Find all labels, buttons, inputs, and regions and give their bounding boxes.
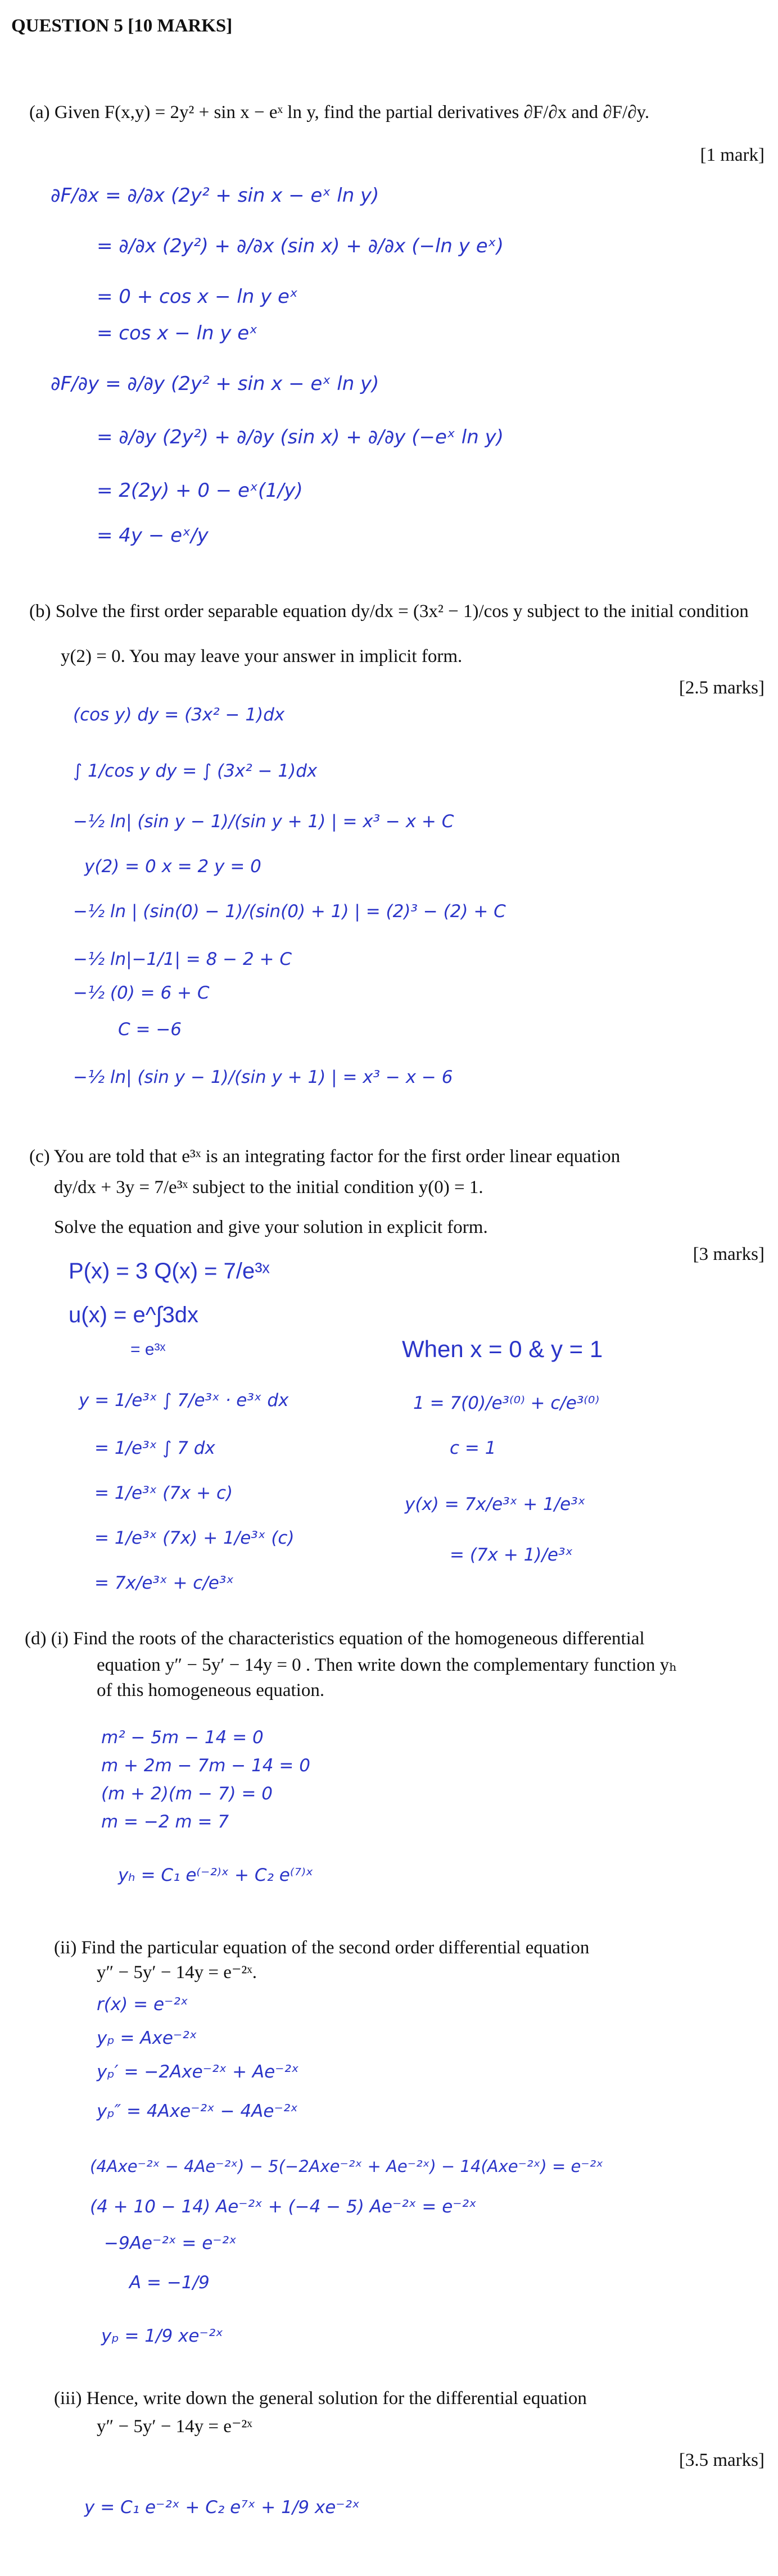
part-b-prompt: y(2) = 0. You may leave your answer in implicit form. xyxy=(61,646,463,666)
part-a-work-line: = ∂/∂y (2y²) + ∂/∂y (sin x) + ∂/∂y (−eˣ ln y) xyxy=(97,426,504,448)
part-d-iii-work: y = C₁ e⁻²ˣ + C₂ e⁷ˣ + 1/9 xe⁻²ˣ xyxy=(84,2497,360,2518)
part-d-ii-work: yₚ″ = 4Axe⁻²ˣ − 4Ae⁻²ˣ xyxy=(97,2101,298,2121)
part-b-work-line: −½ ln|−1/1| = 8 − 2 + C xyxy=(73,949,292,969)
part-a-prompt: (a) Given F(x,y) = 2y² + sin x − eˣ ln y, find the partial derivatives ∂F/∂x and ∂F/∂y. xyxy=(29,102,650,123)
part-d-ii-work: yₚ′ = −2Axe⁻²ˣ + Ae⁻²ˣ xyxy=(97,2062,299,2082)
part-d-marks: [3.5 marks] xyxy=(679,2450,765,2470)
part-c-work-right: = (7x + 1)/e³ˣ xyxy=(450,1545,573,1565)
part-d-iii-prompt: (iii) Hence, write down the general solution for the differential equation xyxy=(54,2388,587,2409)
part-b-work-line: (cos y) dy = (3x² − 1)dx xyxy=(73,705,285,725)
part-c-work-left: = 1/e³ˣ (7x + c) xyxy=(94,1483,233,1503)
part-c-work-left: = 1/e³ˣ ∫ 7 dx xyxy=(94,1438,215,1458)
part-d-ii-work: (4 + 10 − 14) Ae⁻²ˣ + (−4 − 5) Ae⁻²ˣ = e⁻²ˣ xyxy=(90,2197,477,2217)
part-b-work-line: −½ (0) = 6 + C xyxy=(73,983,210,1003)
part-d-ii-work: yₚ = Axe⁻²ˣ xyxy=(97,2028,197,2048)
part-b-work-line: −½ ln| (sin y − 1)/(sin y + 1) | = x³ − x + C xyxy=(73,811,454,832)
part-c-prompt: dy/dx + 3y = 7/e³ˣ subject to the initial condition y(0) = 1. xyxy=(54,1177,483,1198)
part-d-i-work: (m + 2)(m − 7) = 0 xyxy=(101,1784,273,1804)
part-c-marks: [3 marks] xyxy=(693,1244,765,1264)
part-c-work-right: When x = 0 & y = 1 xyxy=(402,1336,603,1362)
part-b-marks: [2.5 marks] xyxy=(679,678,765,698)
part-b-work-line: C = −6 xyxy=(118,1019,182,1040)
part-d-i-prompt: equation y″ − 5y′ − 14y = 0 . Then write down the complementary function yₕ xyxy=(97,1655,677,1675)
part-a-work-line: = 0 + cos x − ln y eˣ xyxy=(97,285,298,308)
part-b-work-line: ∫ 1/cos y dy = ∫ (3x² − 1)dx xyxy=(73,761,318,781)
part-b-work-line: −½ ln| (sin y − 1)/(sin y + 1) | = x³ − x − 6 xyxy=(73,1067,453,1087)
part-c-prompt: (c) You are told that e³ˣ is an integrating factor for the first order linear equation xyxy=(29,1146,621,1167)
part-b-work-line: y(2) = 0 x = 2 y = 0 xyxy=(84,856,261,877)
part-c-work-right: y(x) = 7x/e³ˣ + 1/e³ˣ xyxy=(405,1494,586,1514)
part-c-work-left: = e³ˣ xyxy=(130,1340,166,1359)
part-b-prompt: (b) Solve the first order separable equation dy/dx = (3x² − 1)/cos y subject to the initial condition xyxy=(29,601,749,622)
part-c-work-left: u(x) = e^∫3dx xyxy=(69,1303,198,1327)
part-a-work-line: = ∂/∂x (2y²) + ∂/∂x (sin x) + ∂/∂x (−ln y eˣ) xyxy=(97,235,504,257)
part-d-ii-work: A = −1/9 xyxy=(129,2273,210,2293)
part-d-ii-prompt: (ii) Find the particular equation of the second order differential equation xyxy=(54,1938,590,1958)
question-title: QUESTION 5 [10 MARKS] xyxy=(11,16,233,36)
part-d-iii-prompt: y″ − 5y′ − 14y = e⁻²ˣ xyxy=(97,2416,252,2437)
part-d-i-work: yₕ = C₁ e⁽⁻²⁾ˣ + C₂ e⁽⁷⁾ˣ xyxy=(118,1865,314,1885)
part-a-work-line: = 2(2y) + 0 − eˣ(1/y) xyxy=(97,479,303,502)
part-d-ii-work: r(x) = e⁻²ˣ xyxy=(97,1994,188,2015)
part-d-ii-work: (4Axe⁻²ˣ − 4Ae⁻²ˣ) − 5(−2Axe⁻²ˣ + Ae⁻²ˣ) − 14(Axe⁻²ˣ) = e⁻²ˣ xyxy=(90,2157,604,2176)
part-d-i-prompt: of this homogeneous equation. xyxy=(97,1680,325,1700)
part-c-work-left: P(x) = 3 Q(x) = 7/e³ˣ xyxy=(69,1259,270,1284)
part-c-prompt: Solve the equation and give your solution in explicit form. xyxy=(54,1217,488,1237)
part-a-work-line: = 4y − eˣ/y xyxy=(97,524,209,547)
part-a-work-line: ∂F/∂x = ∂/∂x (2y² + sin x − eˣ ln y) xyxy=(51,184,379,207)
part-d-ii-work: yₚ = 1/9 xe⁻²ˣ xyxy=(101,2326,224,2346)
part-b-work-line: −½ ln | (sin(0) − 1)/(sin(0) + 1) | = (2)³ − (2) + C xyxy=(73,901,506,922)
part-d-ii-prompt: y″ − 5y′ − 14y = e⁻²ˣ. xyxy=(97,1962,257,1983)
part-d-ii-work: −9Ae⁻²ˣ = e⁻²ˣ xyxy=(104,2233,237,2253)
part-c-work-left: = 1/e³ˣ (7x) + 1/e³ˣ (c) xyxy=(94,1528,295,1548)
part-d-i-work: m + 2m − 7m − 14 = 0 xyxy=(101,1756,310,1776)
part-a-work-line: = cos x − ln y eˣ xyxy=(97,322,258,344)
part-d-i-work: m² − 5m − 14 = 0 xyxy=(101,1727,264,1748)
part-d-i-work: m = −2 m = 7 xyxy=(101,1812,229,1832)
part-d-i-prompt: (d) (i) Find the roots of the characteristics equation of the homogeneous differential xyxy=(25,1629,645,1649)
part-a-work-line: ∂F/∂y = ∂/∂y (2y² + sin x − eˣ ln y) xyxy=(51,373,379,395)
part-c-work-right: c = 1 xyxy=(450,1438,496,1458)
part-c-work-left: y = 1/e³ˣ ∫ 7/e³ˣ · e³ˣ dx xyxy=(79,1390,289,1411)
part-c-work-left: = 7x/e³ˣ + c/e³ˣ xyxy=(94,1573,234,1593)
part-a-marks: [1 mark] xyxy=(700,145,765,165)
part-c-work-right: 1 = 7(0)/e³⁽⁰⁾ + c/e³⁽⁰⁾ xyxy=(413,1393,599,1413)
